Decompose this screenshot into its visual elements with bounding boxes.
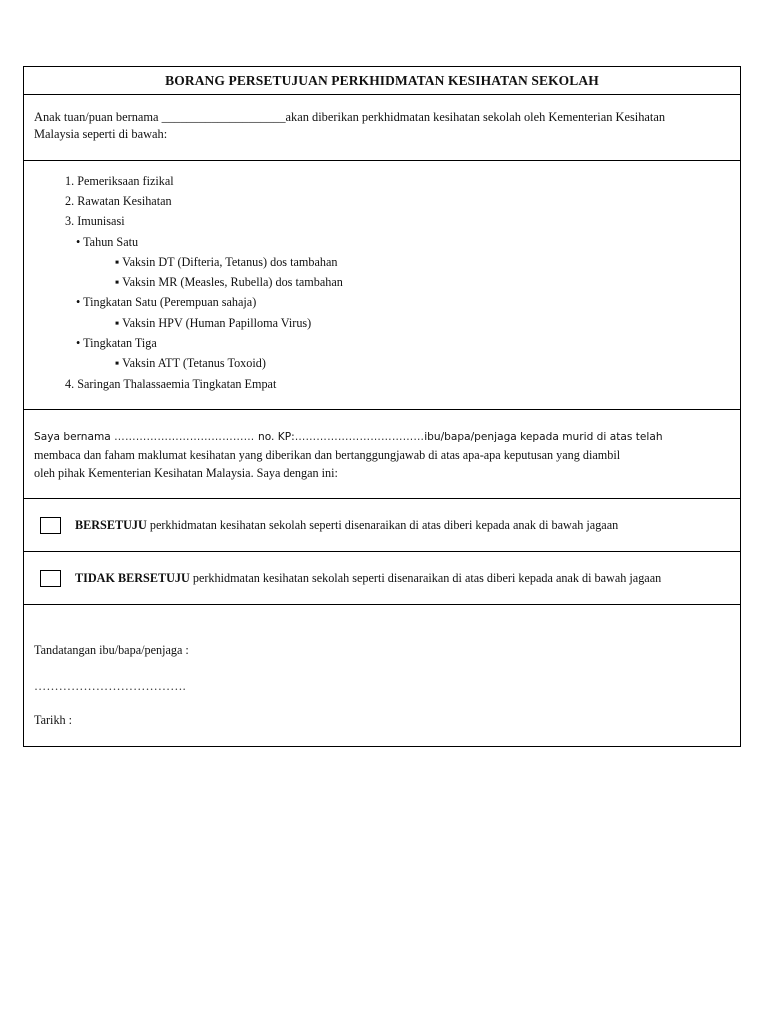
intro-line-1: Anak tuan/puan bernama ____________________akan diberikan perkhidmatan kesihatan sekolah oleh Kementerian Kesihatan — [34, 110, 666, 124]
form-title-row — [24, 67, 740, 95]
vaccine-att: ▪ Vaksin ATT (Tetanus Toxoid) — [115, 356, 266, 370]
agree-label: BERSETUJU — [75, 517, 147, 532]
declaration-line-1 — [34, 428, 730, 446]
intro-line-2: Malaysia seperti di bawah: — [34, 126, 168, 141]
agree-description: perkhidmatan kesihatan sekolah seperti disenaraikan di atas diberi kepada anak di bawah jagaan — [146, 517, 619, 532]
disagree-text — [75, 571, 661, 586]
service-item-thalassaemia: 4. Saringan Thalassaemia Tingkatan Empat — [65, 377, 277, 391]
service-subitem-form-three: • Tingkatan Tiga — [76, 336, 157, 350]
declaration-kp-label: no. KP: — [258, 431, 295, 443]
disagree-checkbox[interactable] — [40, 570, 61, 587]
service-subitem-form-one: • Tingkatan Satu (Perempuan sahaja) — [76, 295, 257, 309]
declaration-line-2: membaca dan faham maklumat kesihatan yang diberikan dan bertanggungjawab di atas apa-apa keputusan yang diambil — [34, 448, 621, 462]
declaration-name-label: Saya bernama — [34, 431, 115, 443]
agree-text — [75, 518, 618, 533]
date-label: Tarikh : — [34, 713, 73, 727]
service-item-physical-exam: 1. Pemeriksaan fizikal — [65, 174, 174, 188]
services-list — [24, 161, 740, 410]
service-item-immunisation: 3. Imunisasi — [65, 214, 125, 228]
vaccine-dt: ▪ Vaksin DT (Difteria, Tetanus) dos tambahan — [115, 255, 338, 269]
disagree-row — [24, 552, 740, 605]
intro-section — [24, 95, 740, 161]
service-subitem-year-one: • Tahun Satu — [76, 235, 139, 249]
name-fill-line[interactable]: ………………………………… — [114, 431, 259, 443]
declaration-tail: ibu/bapa/penjaga kepada murid di atas telah — [424, 431, 663, 443]
vaccine-hpv: ▪ Vaksin HPV (Human Papilloma Virus) — [115, 316, 312, 330]
service-item-health-treatment: 2. Rawatan Kesihatan — [65, 194, 172, 208]
form-title: BORANG PERSETUJUAN PERKHIDMATAN KESIHATAN SEKOLAH — [165, 72, 599, 88]
kp-fill-line[interactable]: ……………………………… — [294, 431, 425, 443]
consent-form — [23, 66, 741, 747]
agree-checkbox[interactable] — [40, 517, 61, 534]
signature-label: Tandatangan ibu/bapa/penjaga : — [34, 643, 189, 657]
declaration-line-3: oleh pihak Kementerian Kesihatan Malaysia. Saya dengan ini: — [34, 466, 338, 480]
vaccine-mr: ▪ Vaksin MR (Measles, Rubella) dos tambahan — [115, 275, 343, 289]
disagree-label: TIDAK BERSETUJU — [75, 570, 190, 585]
signature-section — [24, 605, 740, 746]
agree-row — [24, 499, 740, 552]
disagree-description: perkhidmatan kesihatan sekolah seperti disenaraikan di atas diberi kepada anak di bawah jagaan — [189, 570, 662, 585]
signature-fill-line[interactable]: ………………………………. — [34, 679, 186, 693]
declaration-section — [24, 410, 740, 499]
